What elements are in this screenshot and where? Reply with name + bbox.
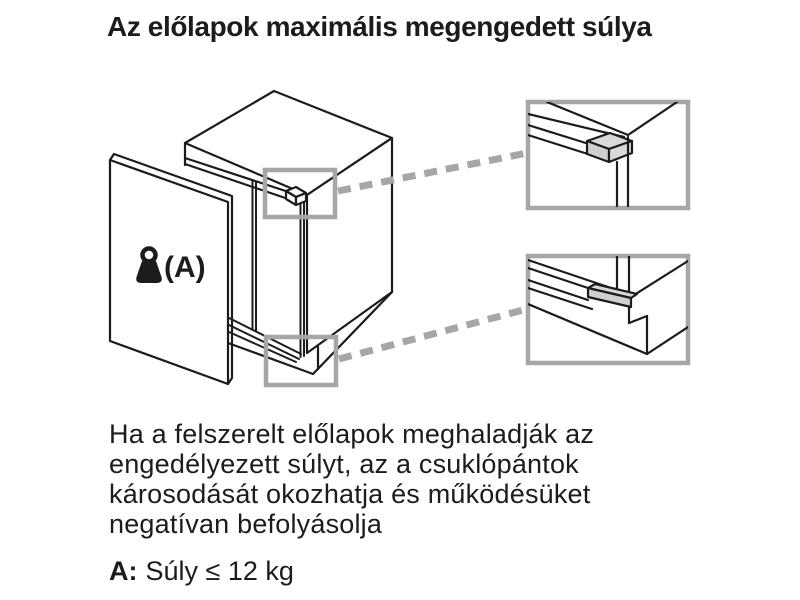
- body-line: engedélyezett súlyt, az a csuklópántok: [109, 449, 579, 479]
- spec-key: A:: [109, 556, 138, 586]
- front-panel: [110, 154, 232, 384]
- body-line: Ha a felszerelt előlapok meghaladják az: [109, 419, 595, 449]
- body-paragraph: [109, 419, 594, 539]
- page-title: Az előlapok maximális megengedett súlya: [107, 11, 652, 42]
- body-line: károsodását okozhatja és működésüket: [109, 479, 591, 509]
- detail-view-top: [528, 102, 688, 208]
- body-line: negatívan befolyásolja: [109, 509, 383, 539]
- appliance-diagram: [100, 85, 700, 415]
- weight-spec: [109, 556, 294, 587]
- spec-value: Súly ≤ 12 kg: [145, 556, 294, 586]
- detail-view-bottom: [528, 256, 688, 363]
- weight-label: (A): [164, 251, 206, 284]
